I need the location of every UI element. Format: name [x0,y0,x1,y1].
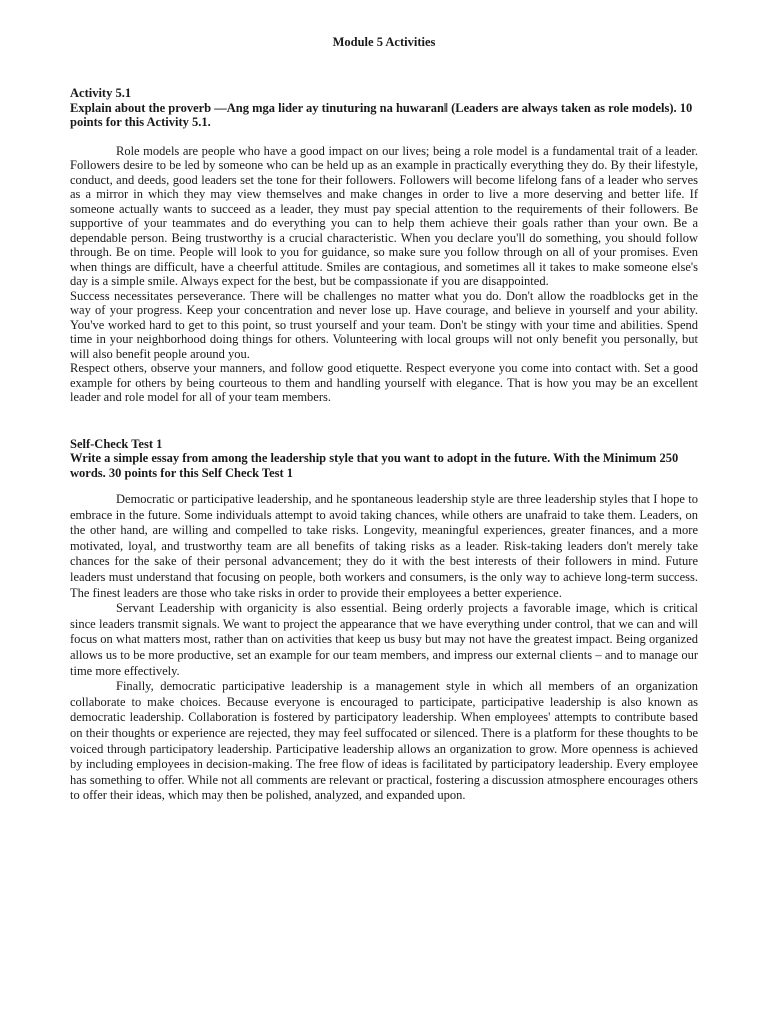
self-check-prompt: Write a simple essay from among the leadership style that you want to adopt in the future. With the Minimum 250 words. 30 points for this Self Check Test 1 [70,451,679,480]
activity-prompt: Explain about the proverb —Ang mga lider ay tinuturing na huwaran‖ (Leaders are always taken as role models). 10 points for this Activity 5.1. [70,100,693,129]
activity-section [70,86,698,405]
document-title: Module 5 Activities [332,35,436,49]
essay-paragraph: Finally, democratic participative leadership is a management style in which all members of an organization collaborate to make choices. Because everyone is encouraged to participate, participative leadership is also known as democratic leadership. Collaboration is fostered by participatory leadership. When employees' attempts to contribute based on their thoughts or experience are rejected, they may feel suffocated or silenced. There is a platform for these thoughts to be voiced through participatory leadership. Participative leadership allows an organization to grow. More openness is achieved by including employees in decision-making. The free flow of ideas is facilitated by participatory leadership. Every employee has something to offer. While not all comments are relevant or practical, fostering a discussion atmosphere encourages others to offer their ideas, which may then be polished, analyzed, and expanded upon. [70,679,698,803]
essay-paragraph: Servant Leadership with organicity is also essential. Being orderly projects a favorable image, which is critical since leaders transmit signals. We want to project the appearance that we have everything under control, that we can and will focus on what matters most, rather than on activities that keep us busy but may not have the greatest impact. Being organized allows us to be more productive, set an example for our team members, and impress our external clients – and to manage our time more effectively. [70,601,698,678]
document-page [70,34,698,804]
activity-label: Activity 5.1 [70,86,132,100]
essay-paragraph: Democratic or participative leadership, and he spontaneous leadership style are three leadership styles that I hope to embrace in the future. Some individuals attempt to avoid taking chances, while others are unafraid to take them. Leaders, on the other hand, are willing and compelled to take risks. Longevity, meaningful experiences, greater finances, and a more motivated, loyal, and trustworthy team are all benefits of taking risks as a leader. Risk-taking leaders don't merely take chances for the sake of their personal advancement; they do it with the best interests of their followers in mind. Future leaders must understand that focusing on people, both workers and consumers, is the only way to achieve long-term success. The finest leaders are those who take risks in order to provide their employees a better experience. [70,492,698,600]
section-spacer [70,405,698,437]
activity-paragraph: Success necessitates perseverance. There will be challenges no matter what you do. Don't allow the roadblocks get in the way of your progress. Keep your concentration and never lose up. Have courage, and believe in yourself and your ability. You've worked hard to get to this point, so trust yourself and your team. Don't be stingy with your time and abilities. Spend time in your neighborhood doing things for others. Volunteering with local groups will not only benefit you personally, but will also benefit people around you. [70,288,698,361]
activity-paragraph: Respect others, observe your manners, and follow good etiquette. Respect everyone you come into contact with. Set a good example for others by being courteous to them and handling yourself with elegance. That is how you may be an excellent leader and role model for all of your team members. [70,361,698,404]
self-check-section [70,437,698,804]
activity-paragraph: Role models are people who have a good impact on our lives; being a role model is a fundamental trait of a leader. Followers desire to be led by someone who can be held up as an example in practically everything they do. By their lifestyle, conduct, and deeds, good leaders set the tone for their followers. Followers will become lifelong fans of a leader who serves as a mirror in which they may view themselves and make changes in order to live a more deserving and better life. If someone actually wants to succeed as a leader, they must pay special attention to the requirements of their followers. Be supportive of your teammates and do everything you can to help them achieve their goals rather than your own. Be a dependable person. Being trustworthy is a crucial characteristic. When you declare you'll do something, you should follow through. Be on time. People will look to you for guidance, so make sure you follow through on all of your promises. Even when things are difficult, have a cheerful attitude. Smiles are contagious, and sometimes all it takes to make someone else's day is a simple smile. Always expect for the best, but be compassionate if you are disappointed. [70,143,698,288]
self-check-label: Self-Check Test 1 [70,436,163,451]
